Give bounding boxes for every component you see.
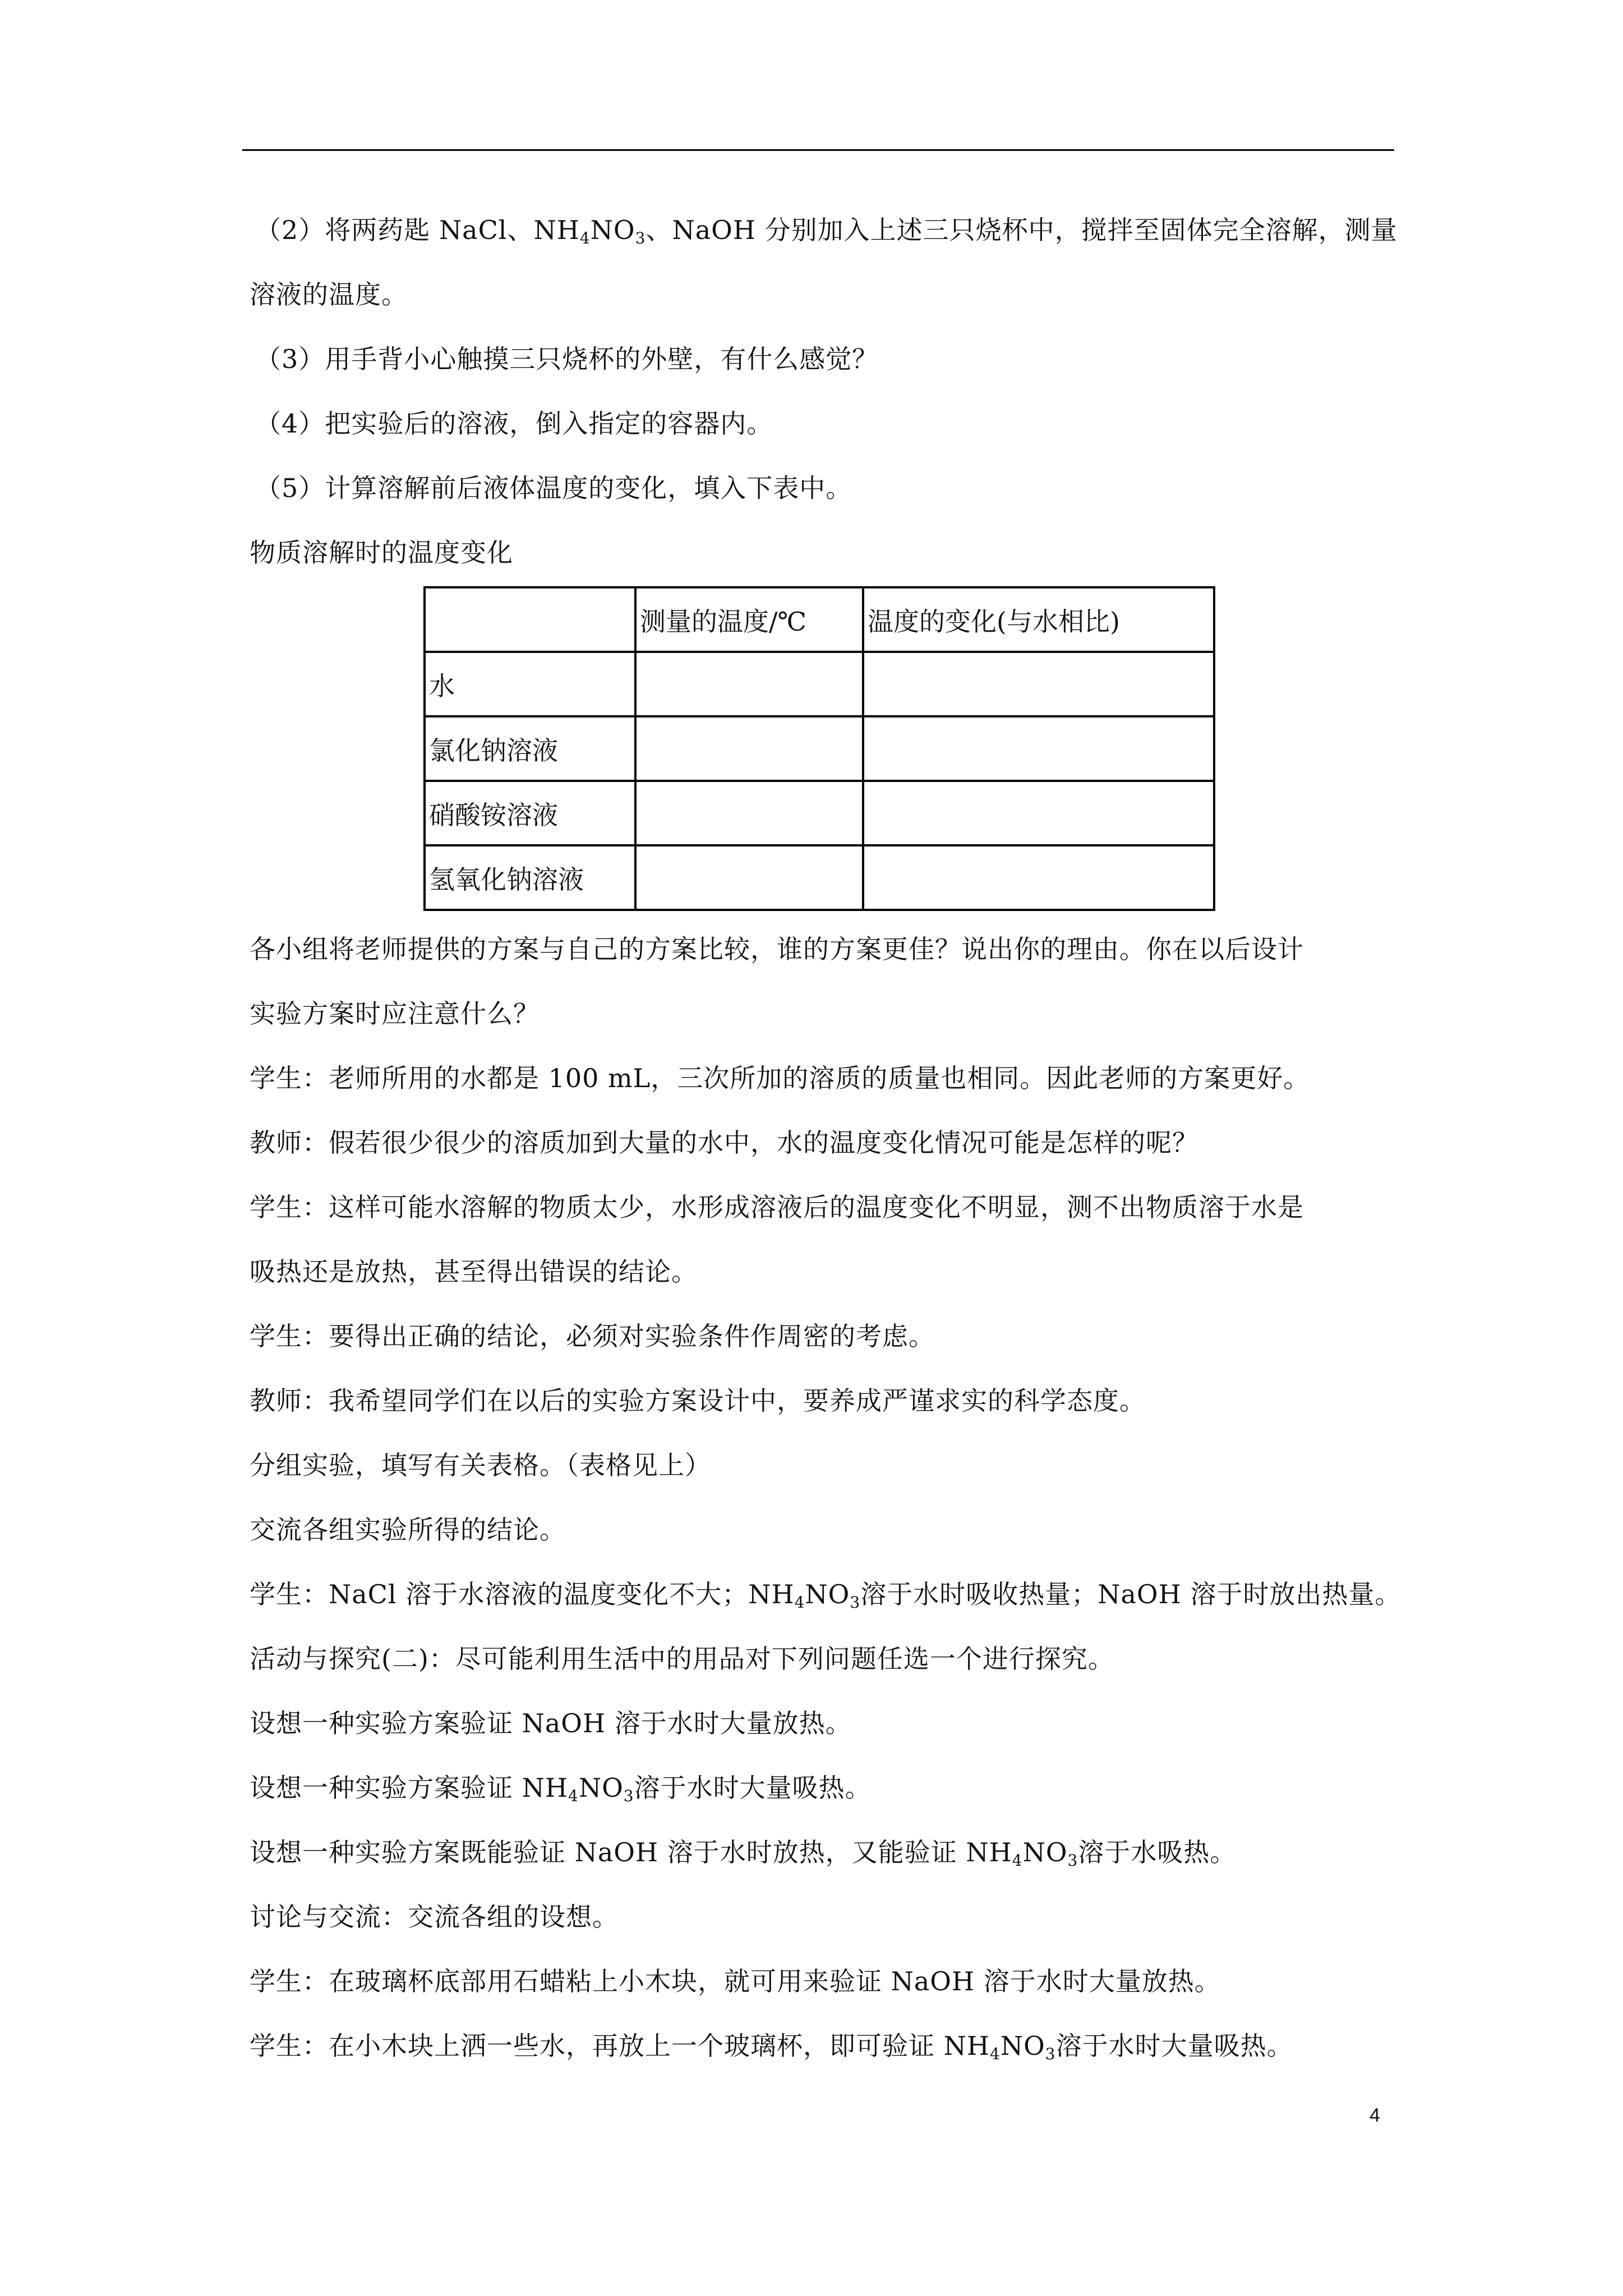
table-cell-empty: [635, 845, 863, 910]
table-row: [425, 652, 1214, 716]
table-row: [425, 716, 1214, 781]
table-row: [425, 845, 1214, 910]
page-number: 4: [1370, 2105, 1380, 2126]
paragraph-12: 设想一种实验方案验证 $NH_4NO_3$溶于水时大量吸热。: [250, 1773, 872, 1805]
table-caption: 物质溶解时的温度变化: [250, 537, 513, 568]
table-header-cell: 测量的温度/℃: [635, 587, 863, 652]
table-header-cell: [425, 587, 635, 652]
table-cell-empty: [635, 781, 863, 845]
table-header-cell: 温度的变化(与水相比): [863, 587, 1214, 652]
paragraph-10: 活动与探究(二)：尽可能利用生活中的用品对下列问题任选一个进行探究。: [250, 1644, 1114, 1674]
step-2-line-2: 溶液的温度。: [250, 279, 408, 310]
table-row-label: 氢氧化钠溶液: [425, 845, 635, 910]
paragraph-15: 学生：在玻璃杯底部用石蜡粘上小木块，就可用来验证 NaOH 溶于水时大量放热。: [250, 1966, 1221, 1996]
paragraph-13: 设想一种实验方案既能验证 NaOH 溶于水时放热，又能验证 $NH_4NO_3$溶于水吸热。: [250, 1837, 1237, 1870]
table-cell-empty: [635, 716, 863, 781]
paragraph-6: 教师：我希望同学们在以后的实验方案设计中，要养成严谨求实的科学态度。: [250, 1386, 1146, 1416]
table-cell-empty: [863, 716, 1214, 781]
step-3: （3）用手背小心触摸三只烧杯的外壁，有什么感觉？: [255, 344, 879, 374]
paragraph-7: 分组实验，填写有关表格。（表格见上）: [250, 1450, 711, 1480]
step-2-line-1: （2）将两药匙 NaCl、$NH_4NO_3$、NaOH 分别加入上述三只烧杯中，搅拌至固体完全溶解，测量: [255, 215, 1398, 247]
table-header-row: [425, 587, 1214, 652]
table-cell-empty: [863, 652, 1214, 716]
step-4: （4）把实验后的溶液，倒入指定的容器内。: [255, 408, 773, 439]
paragraph-4-line-1: 学生：这样可能水溶解的物质太少，水形成溶液后的温度变化不明显，测不出物质溶于水是: [250, 1192, 1304, 1222]
paragraph-3: 教师：假若很少很少的溶质加到大量的水中，水的温度变化情况可能是怎样的呢？: [250, 1128, 1198, 1158]
header-rule: [242, 149, 1394, 151]
paragraph-5: 学生：要得出正确的结论，必须对实验条件作周密的考虑。: [250, 1321, 935, 1351]
table-row-label: 水: [425, 652, 635, 716]
paragraph-1-line-1: 各小组将老师提供的方案与自己的方案比较，谁的方案更佳？说出你的理由。你在以后设计: [250, 934, 1304, 964]
table-cell-empty: [863, 781, 1214, 845]
step-5: （5）计算溶解前后液体温度的变化，填入下表中。: [255, 473, 852, 503]
table-row-label: 氯化钠溶液: [425, 716, 635, 781]
paragraph-16: 学生：在小木块上洒一些水，再放上一个玻璃杯，即可验证 $NH_4NO_3$溶于水时大量吸热。: [250, 2031, 1293, 2063]
table-row-label: 硝酸铵溶液: [425, 781, 635, 845]
paragraph-11: 设想一种实验方案验证 NaOH 溶于水时大量放热。: [250, 1708, 852, 1738]
paragraph-4-line-2: 吸热还是放热，甚至得出错误的结论。: [250, 1257, 698, 1287]
table-row: [425, 781, 1214, 845]
paragraph-1-line-2: 实验方案时应注意什么？: [250, 999, 540, 1029]
paragraph-2: 学生：老师所用的水都是 100 mL，三次所加的溶质的质量也相同。因此老师的方案更好。: [250, 1063, 1310, 1093]
table-cell-empty: [863, 845, 1214, 910]
paragraph-9: 学生：NaCl 溶于水溶液的温度变化不大；$NH_4NO_3$溶于水时吸收热量；NaOH 溶于时放出热量。: [250, 1579, 1401, 1612]
temperature-table: [423, 586, 1215, 911]
paragraph-8: 交流各组实验所得的结论。: [250, 1515, 566, 1545]
table-cell-empty: [635, 652, 863, 716]
paragraph-14: 讨论与交流：交流各组的设想。: [250, 1902, 619, 1932]
